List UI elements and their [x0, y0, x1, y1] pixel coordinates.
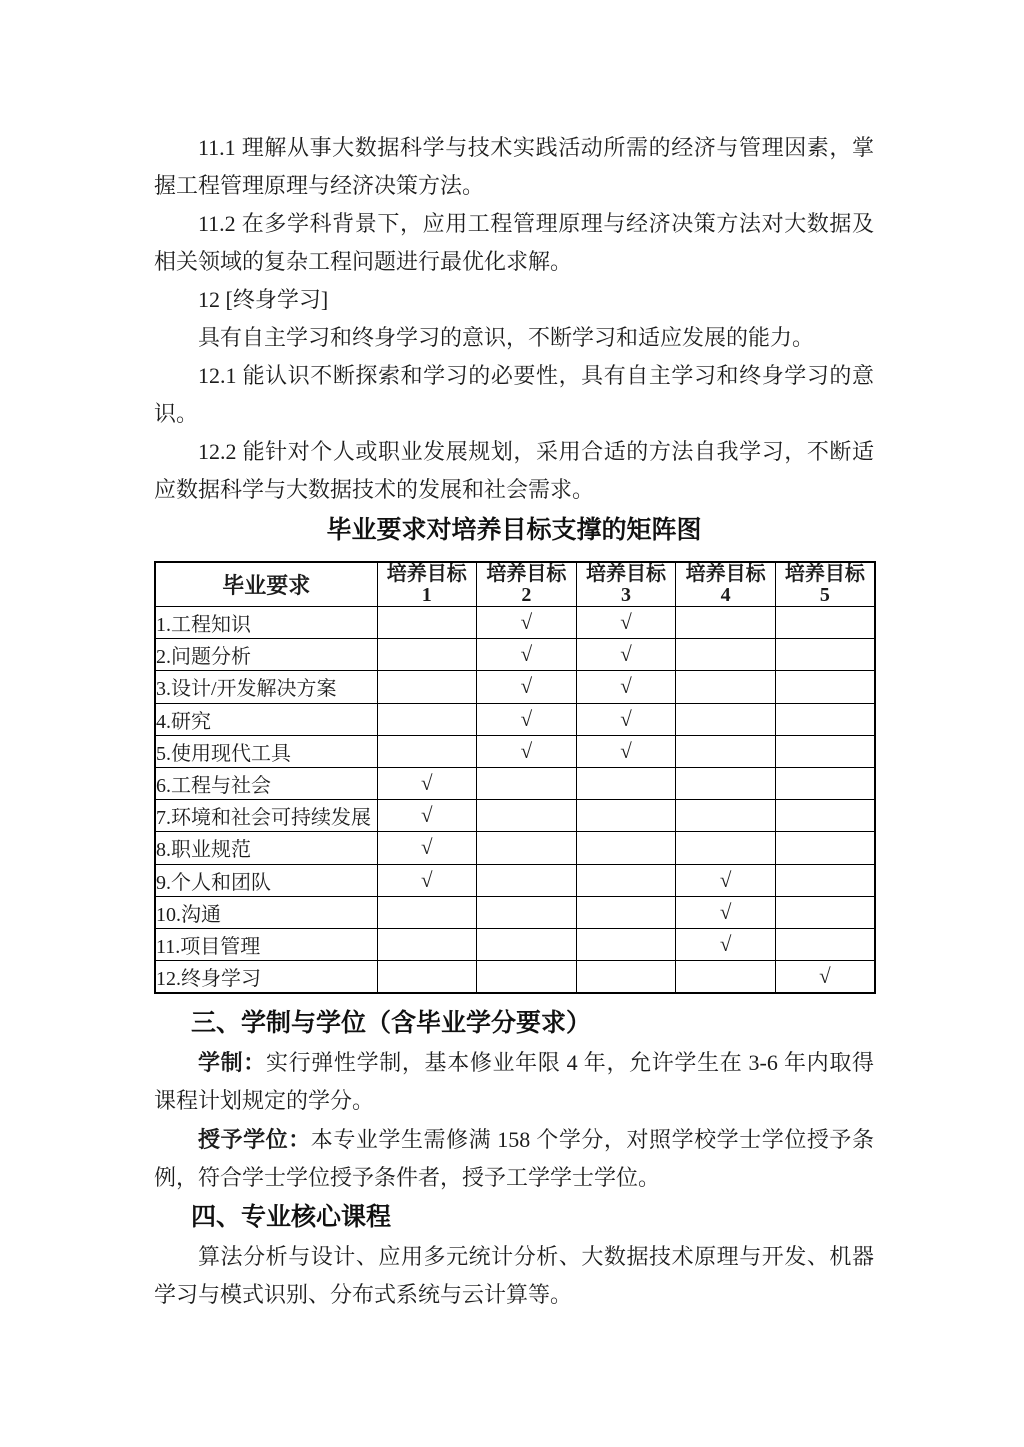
goal-number: 4: [720, 583, 731, 606]
check-cell: [676, 639, 776, 671]
check-cell: [775, 832, 875, 864]
check-cell: [477, 832, 577, 864]
table-row: [155, 607, 875, 639]
goal-number: 5: [819, 583, 830, 606]
goal-label: 培养目标: [486, 562, 567, 585]
table-row: [155, 896, 875, 928]
section-4-heading: 四、专业核心课程: [191, 1202, 392, 1231]
header-goal-2: [477, 562, 577, 607]
check-cell: [775, 703, 875, 735]
check-cell: [676, 767, 776, 799]
paragraph-xuezhi: [154, 1044, 874, 1120]
section-3-heading: 三、学制与学位（含毕业学分要求）: [191, 1008, 592, 1037]
table-row: [155, 832, 875, 864]
goal-label: 培养目标: [685, 562, 766, 585]
table-row: [155, 767, 875, 799]
check-cell: √: [676, 896, 776, 928]
check-cell: √: [576, 639, 676, 671]
check-cell: √: [377, 767, 477, 799]
check-cell: √: [477, 639, 577, 671]
row-label: 4.研究: [155, 703, 377, 735]
matrix-table: [154, 561, 876, 994]
paragraph-11-1: 11.1 理解从事大数据科学与技术实践活动所需的经济与管理因素，掌握工程管理原理与经济决策方法。: [154, 135, 874, 198]
check-cell: [477, 961, 577, 993]
check-cell: [377, 607, 477, 639]
degree-label: 授予学位：: [198, 1126, 311, 1152]
goal-number: 1: [421, 583, 432, 606]
check-cell: [377, 671, 477, 703]
check-cell: √: [576, 671, 676, 703]
check-cell: √: [477, 703, 577, 735]
row-label: 3.设计/开发解决方案: [155, 671, 377, 703]
check-cell: [775, 735, 875, 767]
check-cell: [775, 896, 875, 928]
check-cell: √: [477, 671, 577, 703]
check-cell: √: [576, 607, 676, 639]
row-label: 9.个人和团队: [155, 864, 377, 896]
goal-number: 2: [521, 583, 532, 606]
paragraph-11-2: 11.2 在多学科背景下，应用工程管理原理与经济决策方法对大数据及相关领域的复杂工程问题进行最优化求解。: [154, 211, 874, 274]
check-cell: √: [775, 961, 875, 993]
table-row: [155, 671, 875, 703]
matrix-header-row: [155, 562, 875, 607]
check-cell: √: [477, 735, 577, 767]
check-cell: √: [676, 864, 776, 896]
check-cell: [775, 864, 875, 896]
row-label: 12.终身学习: [155, 961, 377, 993]
check-cell: [377, 961, 477, 993]
table-row: [155, 961, 875, 993]
table-row: [155, 639, 875, 671]
paragraph-core-courses: 算法分析与设计、应用多元统计分析、大数据技术原理与开发、机器学习与模式识别、分布式系统与云计算等。: [154, 1243, 874, 1307]
check-cell: [676, 671, 776, 703]
table-row: [155, 864, 875, 896]
check-cell: [576, 896, 676, 928]
paragraph-12-2: 12.2 能针对个人或职业发展规划，采用合适的方法自我学习，不断适应数据科学与大数据技术的发展和社会需求。: [154, 439, 874, 502]
goal-label: 培养目标: [784, 562, 865, 585]
check-cell: [377, 703, 477, 735]
check-cell: √: [676, 928, 776, 960]
row-label: 1.工程知识: [155, 607, 377, 639]
check-cell: [775, 639, 875, 671]
check-cell: [477, 767, 577, 799]
table-row: [155, 800, 875, 832]
table-row: [155, 703, 875, 735]
check-cell: [576, 961, 676, 993]
xuezhi-label: 学制：: [198, 1049, 266, 1075]
goal-label: 培养目标: [386, 562, 467, 585]
paragraph-degree: [154, 1121, 874, 1197]
check-cell: [676, 800, 776, 832]
table-row: [155, 928, 875, 960]
check-cell: √: [576, 735, 676, 767]
table-row: [155, 735, 875, 767]
check-cell: √: [576, 703, 676, 735]
check-cell: [576, 864, 676, 896]
goal-number: 3: [620, 583, 631, 606]
header-goal-3: [576, 562, 676, 607]
xuezhi-text: 实行弹性学制，基本修业年限 4 年，允许学生在 3-6 年内取得课程计划规定的学分。: [154, 1049, 874, 1113]
row-label: 7.环境和社会可持续发展: [155, 800, 377, 832]
goal-label: 培养目标: [585, 562, 666, 585]
check-cell: [377, 735, 477, 767]
row-label: 8.职业规范: [155, 832, 377, 864]
degree-text: 本专业学生需修满 158 个学分，对照学校学士学位授予条例，符合学士学位授予条件者，授予工学学士学位。: [154, 1126, 874, 1190]
check-cell: √: [477, 607, 577, 639]
check-cell: [775, 607, 875, 639]
header-graduation-requirements: 毕业要求: [155, 562, 377, 607]
row-label: 10.沟通: [155, 896, 377, 928]
check-cell: [775, 767, 875, 799]
check-cell: [377, 896, 477, 928]
check-cell: √: [377, 832, 477, 864]
paragraph-12-desc: 具有自主学习和终身学习的意识，不断学习和适应发展的能力。: [198, 325, 815, 350]
check-cell: [576, 832, 676, 864]
check-cell: [676, 607, 776, 639]
paragraph-12-1: 12.1 能认识不断探索和学习的必要性，具有自主学习和终身学习的意识。: [154, 363, 874, 426]
check-cell: [576, 767, 676, 799]
check-cell: [576, 800, 676, 832]
check-cell: [477, 928, 577, 960]
header-goal-5: [775, 562, 875, 607]
check-cell: [477, 864, 577, 896]
row-label: 11.项目管理: [155, 928, 377, 960]
check-cell: √: [377, 800, 477, 832]
matrix-title: 毕业要求对培养目标支撑的矩阵图: [326, 516, 702, 544]
row-label: 2.问题分析: [155, 639, 377, 671]
header-goal-4: [676, 562, 776, 607]
check-cell: √: [377, 864, 477, 896]
check-cell: [676, 703, 776, 735]
check-cell: [676, 735, 776, 767]
header-goal-1: [377, 562, 477, 607]
check-cell: [477, 896, 577, 928]
check-cell: [477, 800, 577, 832]
check-cell: [377, 639, 477, 671]
row-label: 6.工程与社会: [155, 767, 377, 799]
check-cell: [775, 800, 875, 832]
check-cell: [676, 961, 776, 993]
paragraph-12: 12 [终身学习]: [198, 287, 329, 312]
document-content: [154, 129, 874, 1314]
check-cell: [576, 928, 676, 960]
check-cell: [775, 928, 875, 960]
check-cell: [676, 832, 776, 864]
row-label: 5.使用现代工具: [155, 735, 377, 767]
check-cell: [775, 671, 875, 703]
check-cell: [377, 928, 477, 960]
